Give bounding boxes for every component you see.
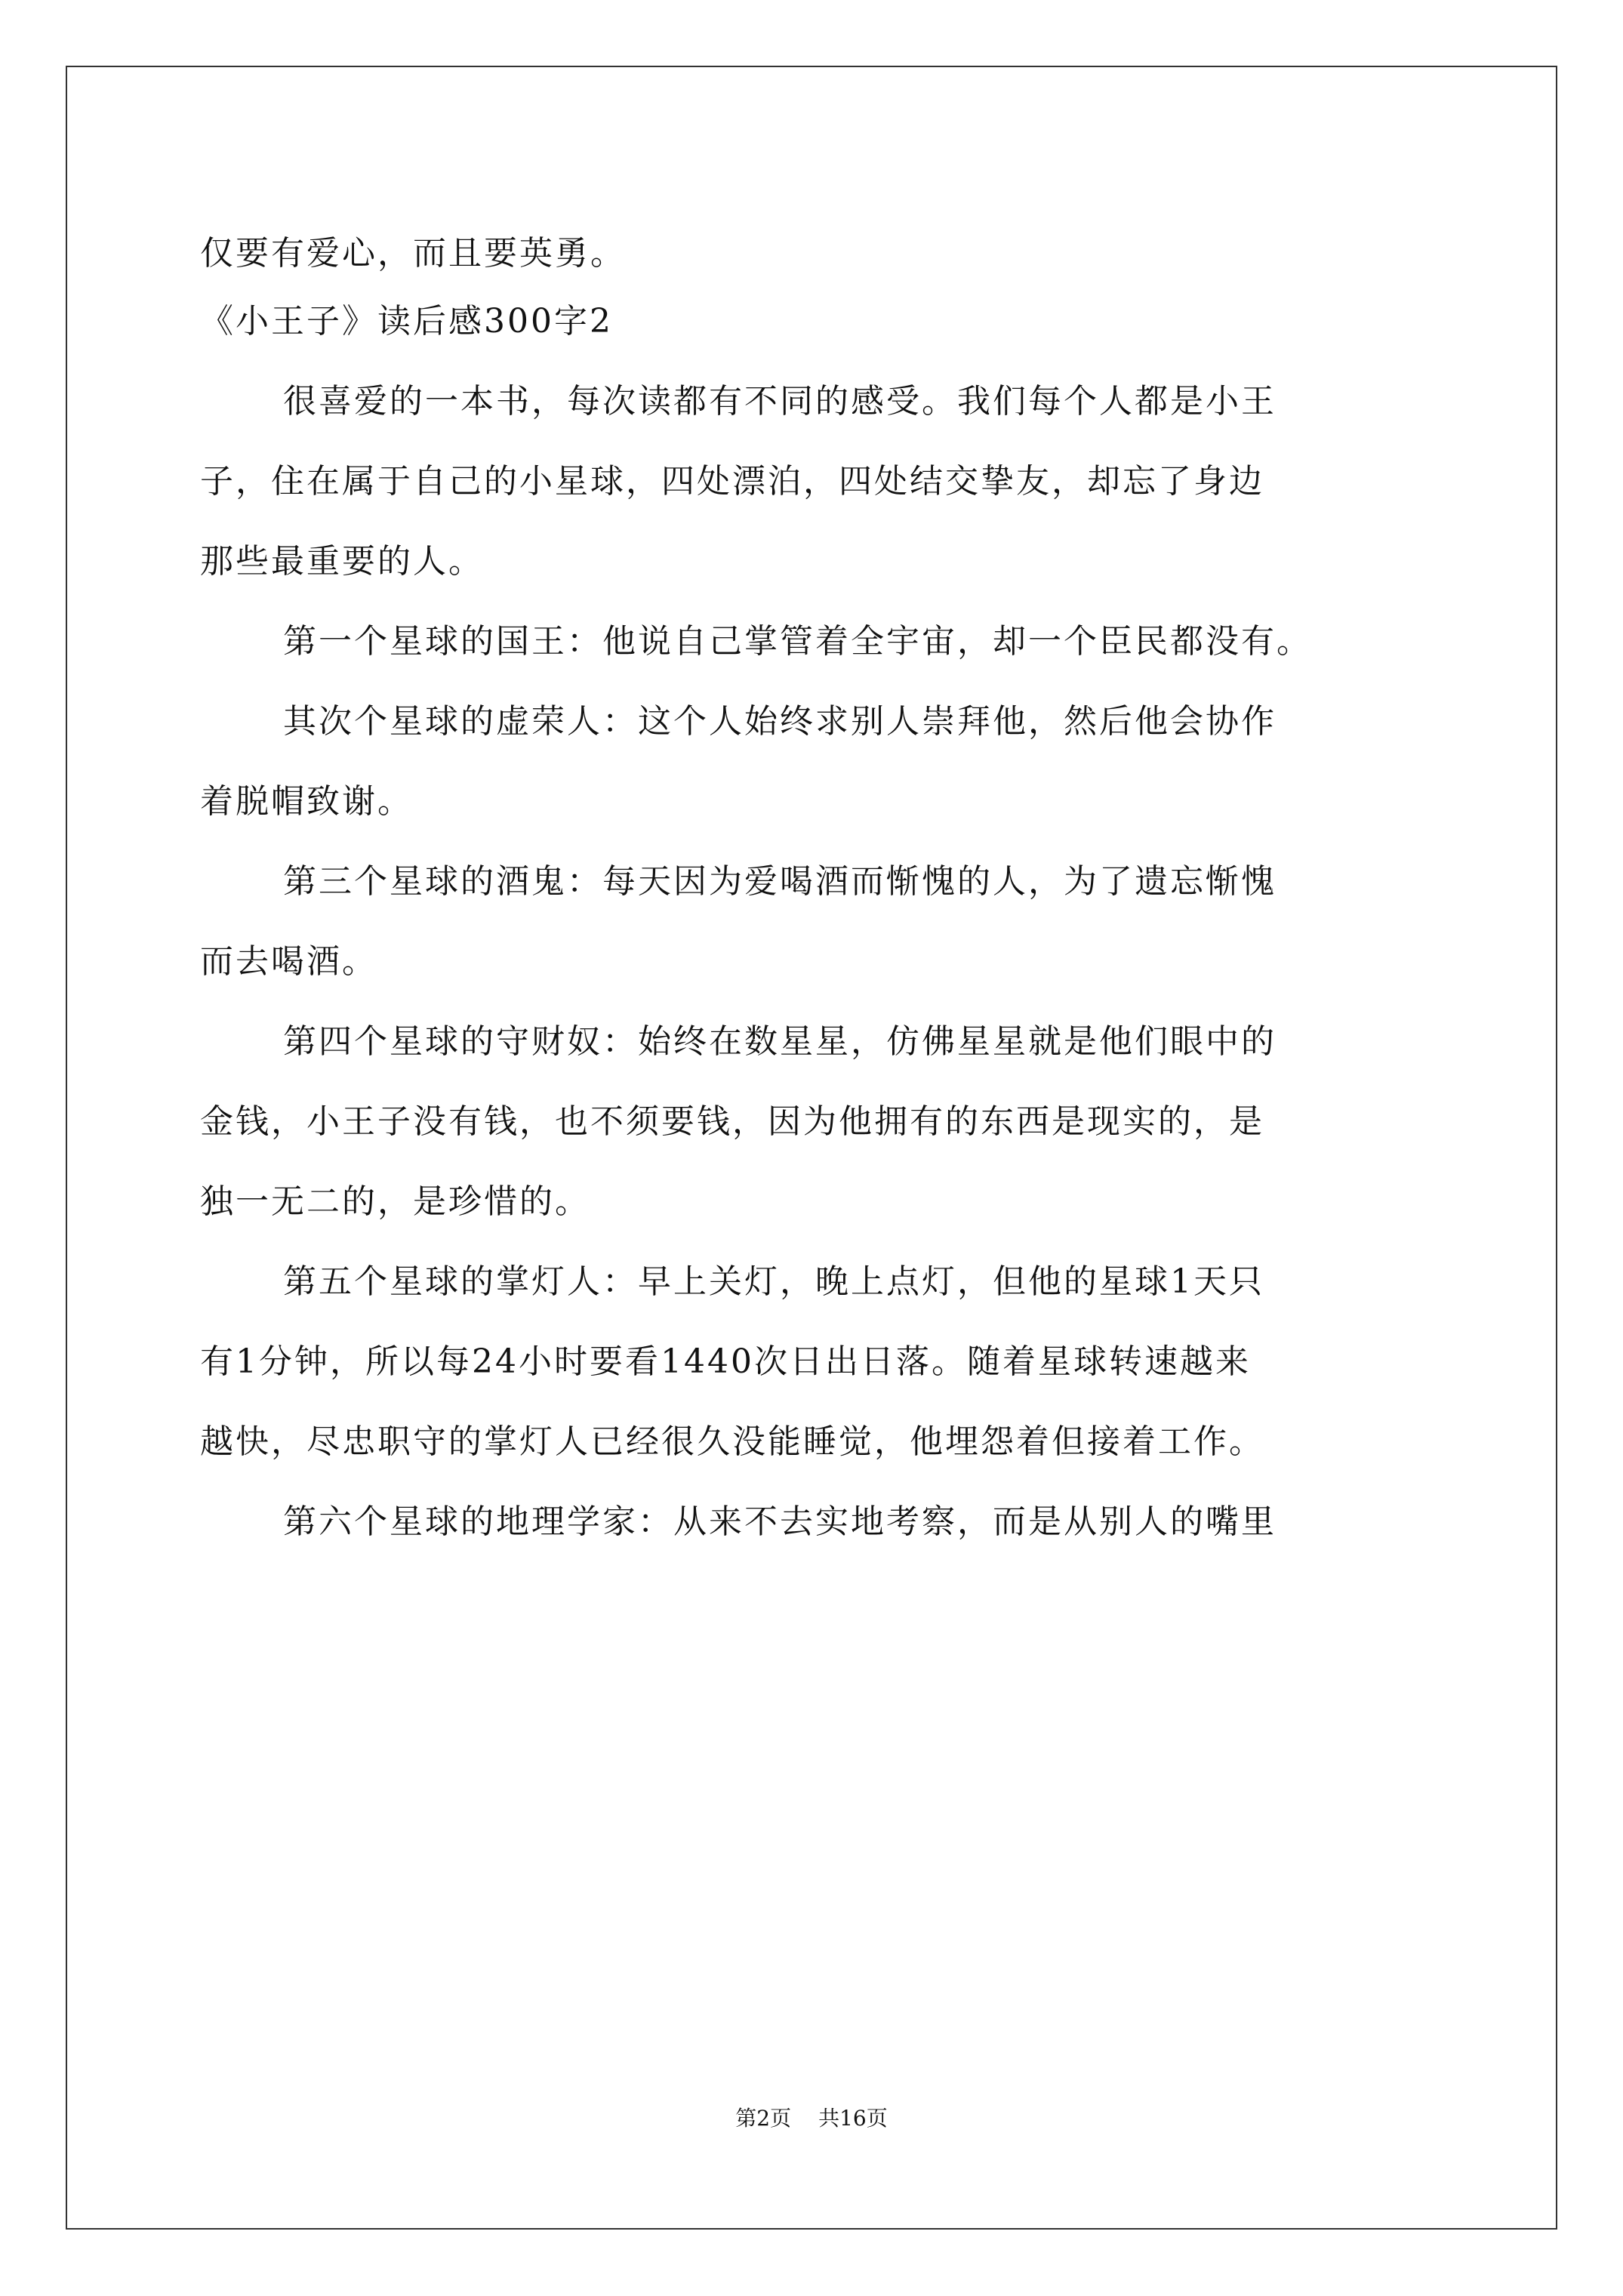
text-line-9: 第三个星球的酒鬼：每天因为爱喝酒而惭愧的人，为了遗忘惭愧 bbox=[283, 862, 1277, 901]
text-line-1: 仅要有爱心，而且要英勇。 bbox=[200, 234, 626, 273]
text-line-17: 第六个星球的地理学家：从来不去实地考察，而是从别人的嘴里 bbox=[283, 1502, 1277, 1541]
section-heading: 《小王子》读后感300字2 bbox=[200, 302, 613, 341]
page-footer bbox=[0, 2103, 1623, 2134]
text-line-5: 那些最重要的人。 bbox=[200, 542, 484, 581]
text-line-16: 越快，尽忠职守的掌灯人已经很久没能睡觉，他埋怨着但接着工作。 bbox=[200, 1422, 1264, 1461]
text-line-4: 子，住在属于自己的小星球，四处漂泊，四处结交挚友，却忘了身边 bbox=[200, 462, 1264, 501]
text-line-12: 金钱，小王子没有钱，也不须要钱，因为他拥有的东西是现实的，是 bbox=[200, 1102, 1264, 1141]
text-line-13: 独一无二的，是珍惜的。 bbox=[200, 1182, 590, 1221]
text-line-8: 着脱帽致谢。 bbox=[200, 782, 413, 821]
text-line-6: 第一个星球的国王：他说自己掌管着全宇宙，却一个臣民都没有。 bbox=[283, 622, 1312, 661]
text-line-3: 很喜爱的一本书，每次读都有不同的感受。我们每个人都是小王 bbox=[283, 382, 1277, 421]
text-line-10: 而去喝酒。 bbox=[200, 942, 377, 981]
text-line-11: 第四个星球的守财奴：始终在数星星，仿佛星星就是他们眼中的 bbox=[283, 1022, 1277, 1061]
text-line-7: 其次个星球的虚荣人：这个人始终求别人崇拜他，然后他会协作 bbox=[283, 702, 1277, 741]
page-total: 共16页 bbox=[818, 2106, 888, 2131]
text-line-14: 第五个星球的掌灯人：早上关灯，晚上点灯，但他的星球1天只 bbox=[283, 1262, 1264, 1301]
text-line-15: 有1分钟，所以每24小时要看1440次日出日落。随着星球转速越来 bbox=[200, 1342, 1251, 1381]
page-number: 第2页 bbox=[735, 2106, 792, 2131]
